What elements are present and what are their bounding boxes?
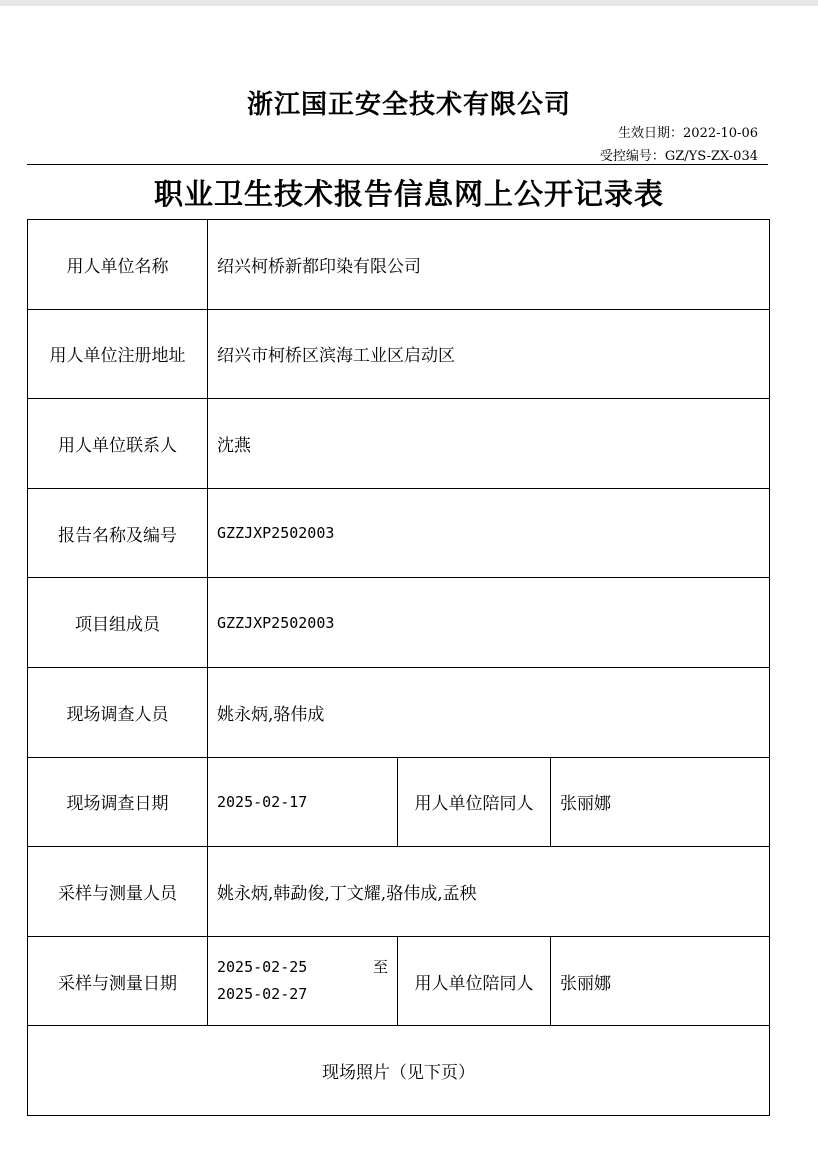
table-row [28, 847, 770, 937]
record-table [27, 219, 770, 1116]
employer-contact-value: 沈燕 [208, 399, 770, 489]
table-row [28, 757, 770, 847]
site-investigators-value: 姚永炳,骆伟成 [208, 667, 770, 757]
document-title: 职业卫生技术报告信息网上公开记录表 [153, 177, 664, 211]
company-name: 浙江国正安全技术有限公司 [246, 90, 571, 120]
employer-address-value: 绍兴市柯桥区滨海工业区启动区 [208, 309, 770, 399]
table-row [28, 936, 770, 1026]
sampling-date-to: 至 [372, 958, 388, 977]
table-row [28, 399, 770, 489]
sampling-companion-value: 张丽娜 [551, 936, 770, 1026]
site-companion-value: 张丽娜 [551, 757, 770, 847]
sampling-start-date: 2025-02-25 [217, 958, 308, 977]
viewer-top-bar [0, 0, 818, 6]
site-photos-note: 现场照片（见下页） [28, 1026, 770, 1116]
site-companion-label: 用人单位陪同人 [398, 757, 551, 847]
report-name-label: 报告名称及编号 [28, 488, 208, 578]
table-row [28, 667, 770, 757]
header-divider [27, 164, 768, 165]
project-members-value: GZZJXP2502003 [208, 578, 770, 668]
table-row [28, 220, 770, 310]
employer-address-label: 用人单位注册地址 [28, 309, 208, 399]
employer-name-value: 绍兴柯桥新都印染有限公司 [208, 220, 770, 310]
employer-name-label: 用人单位名称 [28, 220, 208, 310]
sampling-staff-label: 采样与测量人员 [28, 847, 208, 937]
table-row [28, 309, 770, 399]
report-name-value: GZZJXP2502003 [208, 488, 770, 578]
site-investigators-label: 现场调查人员 [28, 667, 208, 757]
sampling-date-label: 采样与测量日期 [28, 936, 208, 1026]
effective-date: 生效日期：2022-10-06 [618, 126, 758, 141]
table-row [28, 578, 770, 668]
sampling-date-range [208, 936, 398, 1026]
site-investigation-date-label: 现场调查日期 [28, 757, 208, 847]
site-investigation-date-value: 2025-02-17 [208, 757, 398, 847]
table-row [28, 488, 770, 578]
sampling-staff-value: 姚永炳,韩勐俊,丁文耀,骆伟成,孟秧 [208, 847, 770, 937]
control-number: 受控编号：GZ/YS-ZX-034 [599, 149, 758, 164]
sampling-companion-label: 用人单位陪同人 [398, 936, 551, 1026]
employer-contact-label: 用人单位联系人 [28, 399, 208, 489]
sampling-end-date: 2025-02-27 [217, 985, 308, 1004]
project-members-label: 项目组成员 [28, 578, 208, 668]
table-row [28, 1026, 770, 1116]
